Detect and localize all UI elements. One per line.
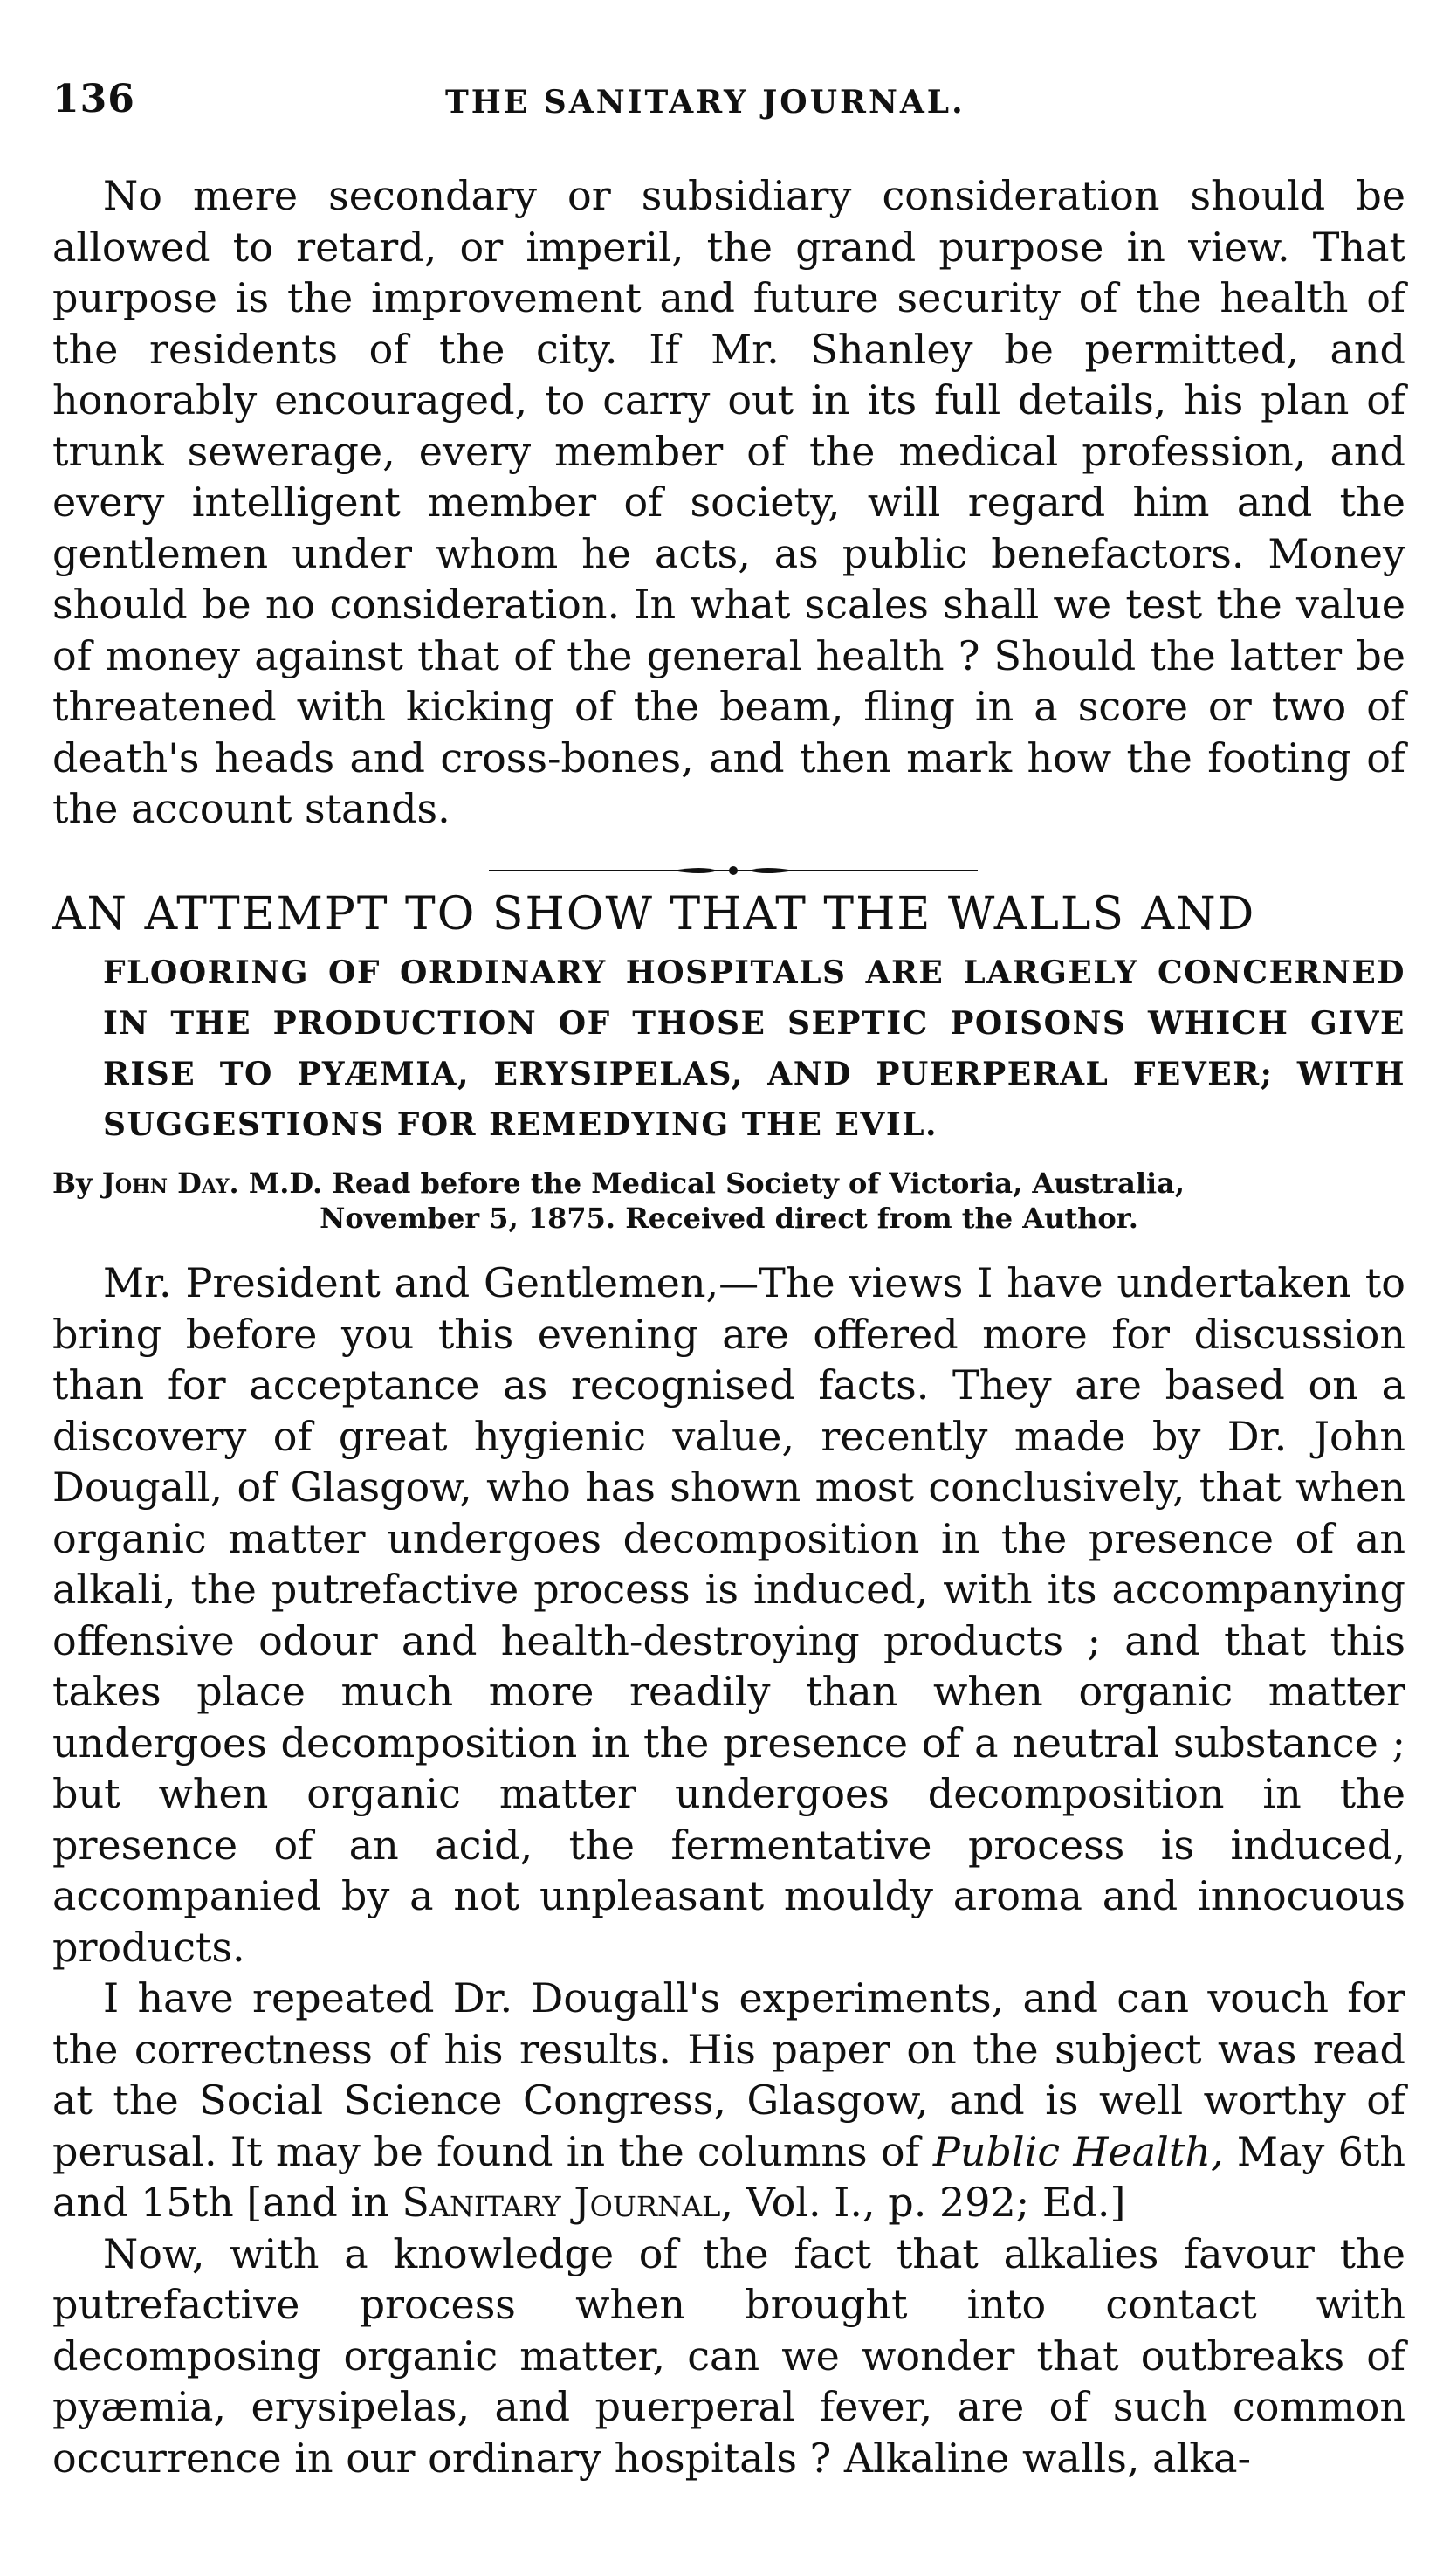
article-title-lead: AN ATTEMPT TO SHOW THAT THE WALLS AND <box>52 888 1256 940</box>
article-title <box>52 882 1405 1150</box>
byline <box>52 1166 1405 1236</box>
page-number: 136 <box>52 77 135 121</box>
running-head <box>52 77 1405 129</box>
paragraph-2-start: I have repeated Dr. Dougall's experiments, and can vouch for the correctness of his results. His paper on the subject was read at the Social Science Congress, Glasgow, and is well worthy of perusal. It may be found in the columns of <box>52 1974 1405 2175</box>
byline-date: November 5, 1875. Received direct from the Author. <box>320 1202 1138 1235</box>
article-body <box>52 1257 1405 2483</box>
byline-read: Read before the Medical Society of Victoria, Australia, <box>332 1167 1185 1200</box>
article-title-rest: FLOORING OF ORDINARY HOSPITALS ARE LARGELY CONCERNED IN THE PRODUCTION OF THOSE SEPTIC POISONS WHICH GIVE RISE TO PYÆMIA, ERYSIPELAS, AND PUERPERAL FEVER; WITH SUGGESTIONS FOR REMEDYING THE EVIL. <box>103 954 1405 1143</box>
byline-by: By <box>52 1167 93 1200</box>
public-health-citation: Public Health, <box>932 2127 1224 2175</box>
continuation-block <box>52 170 1405 835</box>
paragraph-3: Now, with a knowledge of the fact that alkalies favour the putrefactive process when brought into contact with decomposing organic matter, can we wonder that outbreaks of pyæmia, erysipelas, and puerperal fever, are of such common occurrence in our ordinary hospitals ? Alkaline walls, alka- <box>52 2229 1405 2482</box>
byline-author: John Day. M.D. <box>101 1167 323 1200</box>
paragraph-2-mid: May 6th and 15th [and in <box>52 2127 1406 2226</box>
paragraph-2 <box>52 1973 1405 2228</box>
journal-title: THE SANITARY JOURNAL. <box>445 84 965 121</box>
byline-line-1 <box>52 1166 1405 1201</box>
paragraph-2-end: Vol. I., p. 292; Ed.] <box>746 2179 1126 2226</box>
sanitary-journal-citation: Sanitary Journal, <box>402 2179 733 2226</box>
continuation-paragraph: No mere secondary or subsidiary consideration should be allowed to retard, or imperil, the grand purpose in view. That purpose is the improvement and future security of the health of the residents of the city. If Mr. Shanley be permitted, and honorably encouraged, to carry out in its full details, his plan of trunk sewerage, every member of the medical profession, and every intelligent member of society, will regard him and the gentlemen under whom he acts, as public benefactors. Money should be no consideration. In what scales shall we test the value of money against that of the general health ? Should the latter be threatened with kicking of the beam, fling in a score or two of death's heads and cross-bones, and then mark how the footing of the account stands. <box>52 172 1405 832</box>
paragraph-1: Mr. President and Gentlemen,—The views I have undertaken to bring before you this evening are offered more for discussion than for acceptance as recognised facts. They are based on a discovery of great hygienic value, recently made by Dr. John Dougall, of Glasgow, who has shown most conclusively, that when organic matter undergoes decomposition in the presence of an alkali, the putrefactive process is induced, with its accompanying offensive odour and health-destroying products ; and that this takes place much more readily than when organic matter undergoes decomposition in the presence of a neutral substance ; but when organic matter undergoes decomposition in the presence of an acid, the fermentative process is induced, accompanied by a not unpleasant mouldy aroma and innocuous products. <box>52 1259 1405 1971</box>
section-divider <box>489 864 978 877</box>
page <box>52 0 1405 2576</box>
